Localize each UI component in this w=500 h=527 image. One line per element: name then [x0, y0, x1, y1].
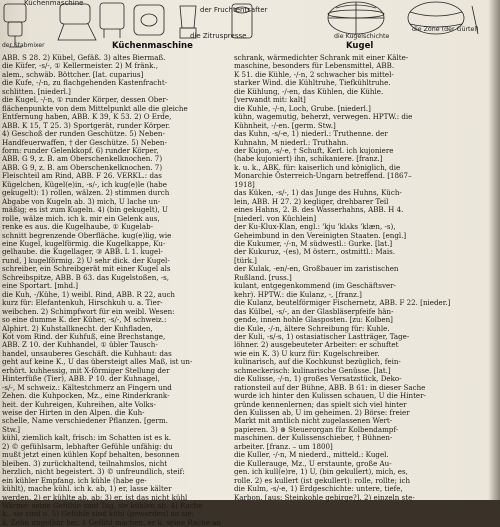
dictionary-line: 2) © gefühlsarm, lebhafter Gefühle unfähig: du: [2, 441, 173, 451]
dictionary-line: 1918]: [234, 179, 255, 189]
dictionary-line: die Kukumer, -/-n, M südwestl.: Gurke. [lat.]: [234, 238, 393, 248]
dictionary-line: das Kuhn, -s/-e, 1) niederl.: Truthenne. der: [234, 129, 388, 139]
dictionary-line: rationsteil auf der Bühne, ABB. B 61: in dieser Sache: [234, 382, 426, 392]
dictionary-line: der Kulak, -en/-en, Großbauer im zaristischen: [234, 264, 399, 274]
left-column: [2, 54, 226, 527]
label-kuechenmaschine-top: Küchenmaschine: [24, 0, 84, 7]
label-kugelschicht: die Kugelschichte: [334, 33, 390, 40]
dictionary-line: [verwandt mit: kalt]: [234, 95, 306, 105]
dictionary-line: form: runder Gelenkkopf. 6) runder Körper,: [2, 145, 159, 155]
dictionary-line: die Kulm, -s/-e, 1) Erdgeschichte: untere, tiefe,: [234, 484, 403, 494]
dictionary-line: papieren. 3) ⊛ Steuerorgan für Kolbendampf-: [234, 424, 399, 434]
dictionary-line: ABB. Z 10. der Kuhhandel, ① übler Tausch-: [2, 340, 158, 350]
dictionary-line: maschinen. der Kulissenschieber, † Bühnen-: [234, 433, 393, 443]
dictionary-line: schreiber, ein Schreibgerät mit einer Kugel als: [2, 264, 171, 274]
dictionary-line: handel, unsauberes Geschäft. die Kuhhaut: das: [2, 348, 172, 358]
right-column: [234, 54, 486, 502]
dictionary-line: Alphirt. 2) Kuhstallknecht. der Kuhfladen,: [2, 323, 153, 333]
dictionary-line: renke es aus. die Kugelhaube, ① Kugelab-: [2, 222, 154, 232]
dictionary-line: gründe kennenlernen; das spielt sich viel hinter: [234, 399, 407, 409]
dictionary-line: K 51. die Kühle, -/-n, 2 schwacher bis mittel-: [234, 69, 394, 79]
dictionary-line: der Kujon, -s/-e, † Schuft, Kerl. ich kujoniere: [234, 145, 394, 155]
dictionary-line: Zehen. die Kuhpocken, Mz., eine Rinderkrank-: [2, 391, 170, 401]
dictionary-line: herzlich, nicht begeistert. 3) © unfreundlich, steif:: [2, 467, 185, 477]
dictionary-line: Geheimbund in den Vereinigten Staaten. [engl.]: [234, 230, 407, 240]
dictionary-line: kühlt), mache kühl. ich k. ab, 1) er, lasse kälter: [2, 484, 172, 494]
label-stabmixer: der Stabmixer: [2, 42, 45, 49]
dictionary-line: Kot vom Rind. der Kuhfuß, eine Brechstange,: [2, 331, 166, 341]
dictionary-line: eine Kugel, kugelförmig. die Kugelkappe, Ku-: [2, 238, 166, 248]
dictionary-line: ein kühler Empfang. ich kühle (habe ge-: [2, 475, 147, 485]
dictionary-line: gekugelt): 1) rollen, wälzen. 2) stimmen durch: [2, 188, 170, 198]
dictionary-line: Handfeuerwaffen, † der Geschütze. 5) Neben-: [2, 137, 167, 147]
dictionary-line: Monarchie Österreich-Ungarn betreffend. [1867–: [234, 171, 412, 181]
dictionary-line: gelhaube. die Kugellager, ③ ABB. L 1. kugel-: [2, 247, 163, 257]
dictionary-line: mäßig; es ist zum Kugeln. 4) (bin gekugelt), U: [2, 205, 168, 215]
dictionary-line: bleiben. 3) zurückhaltend, teilnahmslos, nicht: [2, 458, 168, 468]
dictionary-line: löhner. 2) ausgebeuteter Arbeiter: er schuftet: [234, 340, 399, 350]
dictionary-line: die Kufe, -/-n, zu flachgehenden Kastenfracht-: [2, 78, 168, 88]
dictionary-line: eine Sportart. [mhd.]: [2, 281, 79, 291]
dictionary-line: ABB. K 15, T 25. 3) Sportgerät, runder Körper.: [2, 120, 171, 130]
dictionary-line: kehr). HPTW.: die Kulanz, -, [franz.]: [234, 289, 362, 299]
dictionary-line: maschine, besonders für Lebensmittel, ABB.: [234, 61, 395, 71]
dictionary-line: arbeiter. [franz. – um 1800]: [234, 441, 333, 451]
label-fruchtentsafter: der Fruchtentsafter: [200, 6, 268, 14]
dictionary-line: die Kule, -/-n, ältere Schreibung für: Kuhle.: [234, 323, 390, 333]
label-zitruspresse: die Zitruspresse: [190, 32, 247, 40]
dictionary-line: Kuhnahn, M niederl.: Truthahn.: [234, 137, 349, 147]
dictionary-line: die Kulanz, beutelförmiger Fischernetz, ABB. F 22. [nieder.]: [234, 298, 451, 308]
dictionary-line: Abgabe von Kugeln ab. 3) mich, U lache un-: [2, 196, 161, 206]
dictionary-line: Fleischteil am Rind, ABB. F 26. VERKL.: das: [2, 171, 162, 181]
dictionary-line: kühl, ziemlich kalt, frisch: im Schatten ist es k.: [2, 433, 172, 443]
dictionary-line: ABB. S 28. 2) Kübel, Gefäß. 3) altes Biermaß.: [2, 53, 166, 62]
dictionary-line: die Kuller, -/-n, M niederd., mitteld.: Kugel.: [234, 450, 389, 460]
dictionary-line: rolle, wälze mich. ich k. mir ein Gelenk aus,: [2, 213, 160, 223]
dictionary-line: Karbon. [aus: Steinkohle gebirge?], 2) einzeln ste-: [234, 492, 415, 502]
dictionary-line: so eine dumme K. der Küher, -s/-, M schweiz.:: [2, 315, 167, 325]
dictionary-line: die Kullerauge, Mz., U erstaunte, große Au-: [234, 458, 392, 468]
dictionary-line: erhört. kuhhessig, mit X-förmiger Stellung der: [2, 365, 170, 375]
dictionary-line: schmeckerisch: kulinarische Genüsse. [lat.]: [234, 365, 391, 375]
illustration-strip: [0, 0, 490, 52]
dictionary-line: Entfernung haben, ABB. K 39, K 53. 2) O Erde,: [2, 112, 172, 122]
dictionary-line: rolle. 2) es kullert (ist gekullert): rolle, rollte; ich: [234, 475, 411, 485]
dictionary-line: die Kühlung, -/-en, das Kühlen, die Kühle.: [234, 86, 384, 96]
dictionary-line: gen. ich kull(e)re, 1) U, (bin gekullert), mich, es,: [234, 467, 408, 477]
dictionary-line: werden. 2) er kühlte ab, ab; 3) er, ist das nicht kühl: [2, 492, 188, 502]
heading-kugel: Kugel: [346, 41, 374, 51]
dictionary-line: -s/-, M schweiz.: Kältestchmerz an Fingern und: [2, 382, 172, 392]
dictionary-line: kulinarisch, auf die Kochkunst bezüglich, fein-: [234, 357, 401, 367]
dictionary-line: eines Hahns, 2. B. des Wasserhahns, ABB. H 4.: [234, 205, 404, 215]
dictionary-line: flächenpunkte von dem Mittelpunkt alle die gleiche: [2, 103, 188, 113]
dictionary-line: [türk.]: [234, 255, 257, 265]
dictionary-line: die Kulisse, -/-n, 1) großes Versatzstück, Deko-: [234, 374, 402, 384]
heading-kuechenmaschine: Küchenmaschine: [112, 41, 193, 51]
dictionary-line: kurz für: Elefantenkuh, Hirschkuh u. a. Tier-: [2, 298, 163, 308]
dictionary-line: wurde ich hinter den Kulissen schauen, U die Hinter-: [234, 391, 426, 401]
dictionary-line: ABB. G 9, z. B. am Oberschenkelknochen. 7): [2, 154, 163, 164]
dictionary-line: Kügelchen, Kügel(e)in, -s/-, ich kug(e)le (habe: [2, 179, 167, 189]
dictionary-line: schlitten. [niederl.]: [2, 86, 71, 96]
dictionary-line: das Külbel, -s/-, an der Glasbläserpfeife hän-: [234, 306, 394, 316]
dictionary-line: Kühnheit, -/-en. [germ. Stw.]: [234, 120, 336, 130]
dictionary-line: Stw.]: [2, 424, 20, 434]
dictionary-line: die Kugel, -/-n, ① runder Körper, dessen Ober-: [2, 95, 169, 105]
dictionary-line: Markt mit amtlich nicht zugelassenen Wert-: [234, 416, 393, 426]
dictionary-line: weibchen. 2) Schimpfwort für ein weibl. Wesen:: [2, 306, 175, 316]
dictionary-line: der Ku-Klux-Klan, engl.: 'kju 'klʌks 'klæn, -s),: [234, 222, 396, 232]
dictionary-line: der Kuli, -s/-s, 1) ostasiatischer Lastträger, Tage-: [234, 331, 410, 341]
dictionary-line: Schreibspitze, ABB. B 63. das Kugelstoßen, -s,: [2, 272, 170, 282]
dictionary-line: kulant, entgegenkommend (im Geschäftsver-: [234, 281, 396, 291]
dictionary-line: geht auf keine K., U das übersteigt alles Maß, ist un-: [2, 357, 193, 367]
dictionary-line: die Küfer, -s/-, ① Kellermeister. 2) M fränk.,: [2, 61, 158, 71]
dictionary-line: lein, ABB. H 27. 2) kegliger, drehbarer Teil: [234, 196, 389, 206]
dictionary-line: k. u. k., ABK. für: kaiserlich und königlich, die: [234, 162, 401, 172]
dictionary-line: gende, innen hohle Glasposten. [zu: Kolben]: [234, 315, 393, 325]
dictionary-line: der Kukuruz, -(es), M österr., ostmittl.: Mais.: [234, 247, 395, 257]
dictionary-line: Rußland. [russ.]: [234, 272, 292, 282]
dictionary-line: schnitt begrenzende Oberfläche. kug(e)lig, wie: [2, 230, 172, 240]
page-gutter-shadow: [488, 0, 500, 500]
dictionary-line: k. Zehn ungefähr bei: 1 Gefühl machen, er k. seine Rache an: [2, 517, 221, 527]
dictionary-line: 4) Geschoß der runden Geschütze. 5) Neben-: [2, 129, 165, 139]
dictionary-line: die Kuh, -/Kühe, 1) weibl. Rind, ABB. R 22, auch: [2, 289, 175, 299]
dictionary-line: das Küken, -s/-, 1) das Junge des Huhns, Küch-: [234, 188, 402, 198]
dictionary-line: den Kulissen ab, U im geheimen. 2) Börse: freier: [234, 408, 410, 418]
dictionary-line: heit. der Kuhreigen, Kuhreihen, alte Volks-: [2, 399, 156, 409]
label-zone: die Zone (der Gürtel): [412, 26, 479, 33]
dictionary-line: ABB. G 9, z. B. am Oberschenkelknochen. 7): [2, 162, 163, 172]
dictionary-line: [niederl. von Küchlein]: [234, 213, 317, 223]
dictionary-line: k., sie sind u. 5) Gefühle sind kühl (geworden) an sie;: [2, 509, 195, 519]
dictionary-line: schelle, Name verschiedener Pflanzen. [germ.: [2, 416, 168, 426]
dictionary-line: kühn, wagemutig, beherzt, verwegen. HPTW.: die: [234, 112, 413, 122]
dictionary-line: starker Wind. die Kühltruhe, Tiefkühltruhe.: [234, 78, 391, 88]
dictionary-line: die Kuhle, -/-n, Loch, Grube. [niederl.]: [234, 103, 371, 113]
dictionary-line: alem., schwäb. Böttcher. [lat. cuparius]: [2, 69, 144, 79]
dictionary-line: mußt jetzt einen kühlen Kopf behalten, besonnen: [2, 450, 180, 460]
dictionary-line: Wärme: seine Gefühle sind Tag, sie kühlen ab. 4) Rache: [2, 501, 203, 511]
dictionary-line: weise der Hirten in den Alpen. die Kuh-: [2, 408, 145, 418]
dictionary-line: Hinterfüße (Tier), ABB. P 10. der Kuhnagel,: [2, 374, 160, 384]
dictionary-line: (habe kujoniert) ihn, schikaniere. [franz.]: [234, 154, 383, 164]
dictionary-line: wie ein K. 3) U kurz für: Kugelschreiber.: [234, 348, 380, 358]
dictionary-line: rund, ] kugelförmig. 2) U sehr dick. der Kugel-: [2, 255, 170, 265]
dictionary-line: schrank, wärmedichter Schrank mit einer Kälte-: [234, 53, 409, 62]
